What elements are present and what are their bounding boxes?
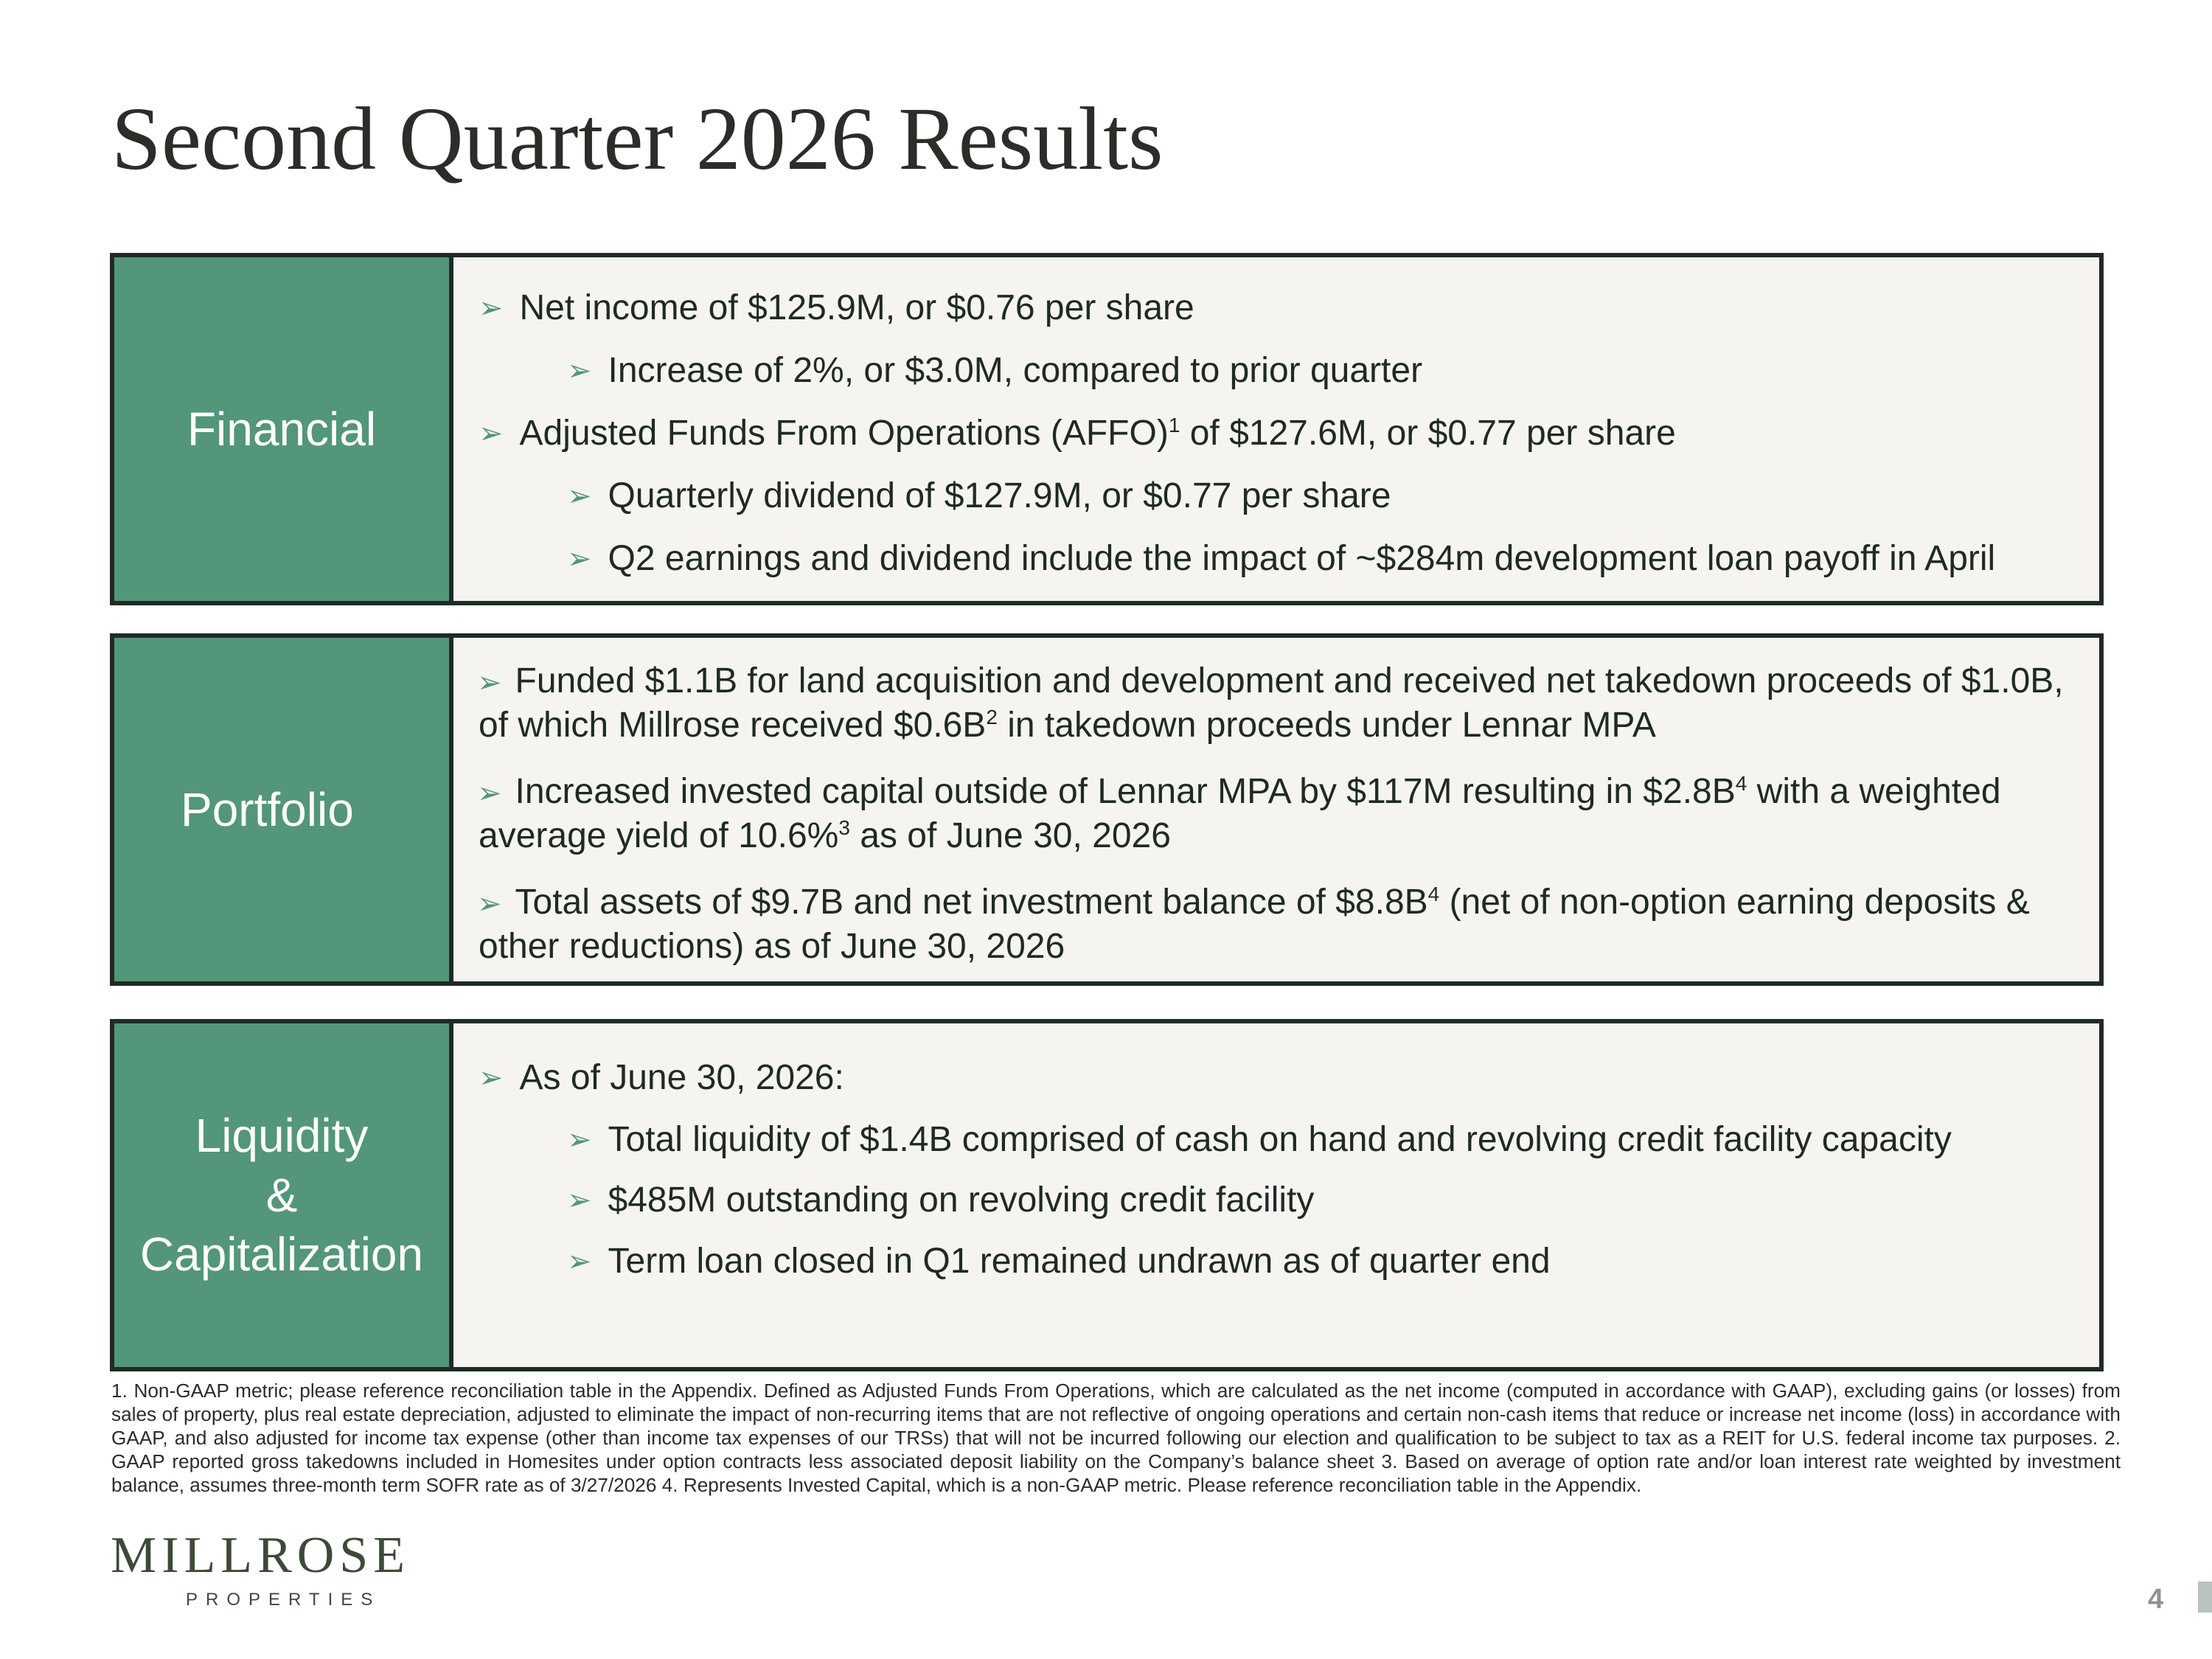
liquidity-label	[114, 1023, 453, 1367]
portfolio-section	[110, 633, 2104, 986]
liquidity-label-line3: Capitalization	[139, 1228, 424, 1281]
bullet-term-loan: ➢ Term loan closed in Q1 remained undrawn as of quarter end	[567, 1242, 1551, 1281]
arrow-bullet-icon: ➢	[477, 888, 502, 920]
bullet-funded: ➢ Funded $1.1B for land acquisition and development and received net takedown proceeds of $1.0B, of which Millrose received $\$0.6B^2$ in takedown proceeds under Lennar MPA	[477, 661, 2064, 745]
bullet-invested-capital: ➢ Increased invested capital outside of Lennar MPA by $117M resulting in $\$2.8B^4$ with a weighted average yield of 10.6%$^3$ as of June 30, 2026	[477, 772, 2001, 855]
portfolio-label	[114, 638, 453, 981]
bullet-affo: ➢ Adjusted Funds From Operations (AFFO)$^1$ of $127.6M, or $0.77 per share	[479, 414, 1676, 453]
arrow-bullet-icon: ➢	[567, 543, 592, 575]
page-marker-bar	[2198, 1582, 2212, 1613]
financial-label	[114, 257, 453, 601]
financial-content	[453, 257, 2099, 601]
bullet-increase: ➢ Increase of 2%, or $3.0M, compared to prior quarter	[567, 351, 1423, 390]
arrow-bullet-icon: ➢	[567, 1124, 592, 1156]
arrow-bullet-icon: ➢	[479, 292, 504, 324]
arrow-bullet-icon: ➢	[479, 1062, 504, 1094]
bullet-total-liquidity: ➢ Total liquidity of $1.4B comprised of cash on hand and revolving credit facility capacity	[567, 1120, 1952, 1159]
bullet-loan-payoff: ➢ Q2 earnings and dividend include the impact of ~$284m development loan payoff in April	[567, 539, 1996, 578]
bullet-total-assets: ➢ Total assets of $9.7B and net investment balance of $\$8.8B^4$ (net of non-option earning deposits & other reductions) as of June 30, 2026	[477, 883, 2030, 966]
bullet-as-of: ➢ As of June 30, 2026:	[479, 1058, 844, 1097]
arrow-bullet-icon: ➢	[567, 1245, 592, 1278]
arrow-bullet-icon: ➢	[477, 777, 502, 810]
bullet-revolver: ➢ $485M outstanding on revolving credit facility	[567, 1180, 1315, 1220]
liquidity-content	[453, 1023, 2099, 1367]
page-number: 4	[2148, 1584, 2164, 1615]
footnotes: 1. Non-GAAP metric; please reference reconciliation table in the Appendix. Defined as Adjusted Funds From Operations, which are calculated as the net income (computed in accordance with GAAP), excluding gains (or losses) from sales of property, plus real estate depreciation, adjusted to eliminate the impact of non-recurring items that are not reflective of ongoing operations and certain non-cash items that reduce or increase net income (loss) in accordance with GAAP, and also adjusted for income tax expense (other than income tax expenses of our TRSs) that will not be incurred following our election and qualification to be subject to tax as a REIT for U.S. federal income tax purposes. 2. GAAP reported gross takedowns included in Homesites under option contracts less associated deposit liability on the Company’s balance sheet 3. Based on average of option rate and/or loan interest rate weighted by investment balance, assumes three-month term SOFR rate as of 3/27/2026 4. Represents Invested Capital, which is a non-GAAP metric. Please reference reconciliation table in the Appendix.	[111, 1380, 2121, 1496]
arrow-bullet-icon: ➢	[477, 667, 502, 699]
page-title: Second Quarter 2026 Results	[111, 89, 1164, 189]
liquidity-label-line1: Liquidity	[195, 1109, 369, 1163]
bullet-dividend: ➢ Quarterly dividend of $127.9M, or $0.77 per share	[567, 476, 1391, 515]
financial-section	[110, 253, 2104, 605]
company-logo-subtitle: PROPERTIES	[186, 1590, 381, 1610]
company-logo: MILLROSE	[111, 1527, 410, 1584]
portfolio-content	[453, 638, 2099, 981]
arrow-bullet-icon: ➢	[479, 417, 504, 450]
arrow-bullet-icon: ➢	[567, 1184, 592, 1217]
bullet-net-income: ➢ Net income of $125.9M, or $0.76 per share	[479, 288, 1194, 327]
arrow-bullet-icon: ➢	[567, 355, 592, 387]
liquidity-section	[110, 1019, 2104, 1371]
liquidity-label-line2: &	[265, 1168, 298, 1222]
arrow-bullet-icon: ➢	[567, 480, 592, 512]
financial-label-text: Financial	[187, 402, 377, 456]
portfolio-label-text: Portfolio	[181, 782, 354, 836]
